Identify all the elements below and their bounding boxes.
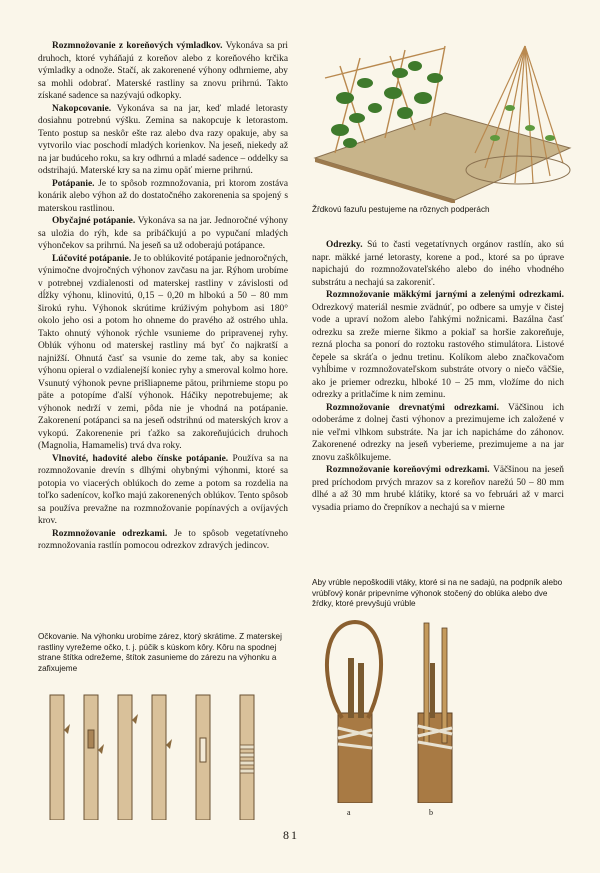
budding-illustration <box>40 690 288 820</box>
figure-label-a: a <box>347 808 351 817</box>
scion-protection-illustration <box>318 618 478 803</box>
paragraph: Rozmnožovanie drevnatými odrezkami. Väčšinou ich odoberáme z dolnej časti výhonov a prezimujeme ich založené v nie veľmi vlhkom substráte. Na jar ich napicháme do záhonov. Zakorenené odrezky na jeseň vyberieme, prezimujeme a na jar znovu zaškôlkujeme. <box>312 402 564 463</box>
paragraph: Odrezky. Sú to časti vegetatívnych orgánov rastlín, ako sú napr. mäkké jarné letorasty, korene a pod., ktoré sa po úprave napichajú do rozmnožovateľského alebo do iného vhodného substrátu a nechajú sa zakoreniť. <box>312 240 564 288</box>
paragraph: Lúčovité potápanie. Je to oblúkovité potápanie jednoročných, výnimočne dvojročných výhonov zavčasu na jar. Rýhom urobíme v potrebnej vzdialenosti od materskej rastliny v závislosti od dĺžky výhonu, klinovitú, 0,15 – 0,20 m hlbokú a 50 – 80 mm širokú ryhu. Výhonok skrútime krúživým pohybom asi 180° okolo jeho osi a potom ho ohneme do pravého až ostrého uhla. Takto ohnutý výhonok rýchle vsunieme do pripravenej ryhy. Oblúk výhonu od materskej rastliny má byť čo najkratší a najnižší. Ohnutá časť sa vsunie do zeme tak, aby sa koniec výhonu opieral o vzdialenejší koniec ryhy a smeroval kolmo hore. Vsunutý výhonok pevne prišliapneme pätou, prihrnieme stopu po päte a potopíme ďalší výhonok. Háčiky nepotrebujeme; ak výhonok nedrží v zemi, pôda nie je vhodná na potápanie. Zakorenení potápanci sa na jeseň odstrihnú od materských krov a vykopú. Zakorenenie pri ťažko sa zakoreňujúcich druhoch (Magnolia, Hamamelis) trvá dva roky. <box>38 253 288 451</box>
paragraph: Rozmnožovanie z koreňových výmladkov. Vykonáva sa pri druhoch, ktoré vyháňajú z koreňov alebo z koreňového krčika výmladky a odnože. Stačí, ak zakorenené výhony odhrnieme, aby sa mohli odobrať. Materské rastliny sa znovu prihrnú. Takto získané sadence sa nazývajú odkopky. <box>38 41 288 101</box>
caption-scion-protection: Aby vrúble nepoškodili vtáky, ktoré si na ne sadajú, na podpník alebo vrúbľový konár pripevníme výhonok stočený do oblúka alebo dve žŕdky, ktoré prevyšujú vrúble <box>312 578 563 609</box>
caption-bean-supports: Žŕdkovú fazuľu pestujeme na rôznych podperách <box>312 205 490 214</box>
caption-budding: Očkovanie. Na výhonku urobíme zárez, ktorý skrátime. Z materskej rastliny vyrežeme očko, t. j. púčik s kúskom kôry. Kôru na spodnej strane štítka odrežeme, štítok zasunieme do zárezu na výhonku a zafixujeme <box>38 632 282 673</box>
paragraph: Obyčajné potápanie. Vykonáva sa na jar. Jednoročné výhony sa uložia do rýh, kde sa pribáčkujú a po vypučaní mladých výhončekov sa prihrnú. Na jeseň sa už odoberajú potápance. <box>38 216 288 251</box>
page-number: 81 <box>283 828 299 842</box>
paragraph: Rozmnožovanie mäkkými jarnými a zelenými odrezkami. Odrezkový materiál nesmie zvädnúť, po odbere sa umyje v čistej vode a upraví nožom alebo ľahkými nožnicami. Bazálna časť odrezku sa zreže mierne šikmo a pokiaľ sa horšie zakoreňuje, rezná plocha sa ponorí do roztoku rastového stimulátora. Listové čepele sa skráťa o jednu tretinu. Kolíkom alebo značkovačom vyhĺbime v rozmnožovateľskom substráte otvory o niečo väčšie, ako je priemer odrezku, hlboké 10 – 25 mm, vložíme do nich odrezky a pritlačíme k nim zeminu. <box>312 290 564 400</box>
right-column <box>312 239 564 514</box>
paragraph: Potápanie. Je to spôsob rozmnožovania, pri ktorom zostáva konárik alebo výhon až do dostatočného zakorenenia sa spojený s materskou rastlinou. <box>38 178 288 214</box>
paragraph: Rozmnožovanie odrezkami. Je to spôsob vegetatívneho rozmnožovania rastlín pomocou odrezkov zdravých jedincov. <box>38 528 288 551</box>
paragraph: Vlnovité, hadovité alebo čínske potápanie. Používa sa na rozmnožovanie drevín s dlhými ohybnými výhonmi, ktoré sa potopia vo viacerých oblúkoch do zeme a potom sa rozdelia na toľko sadenícov, koľko majú zakorenených oblúkov. Tento spôsob sa používa prevažne na rozmnožovanie popínavých a ovíjavých krov. <box>38 453 288 526</box>
left-column <box>38 40 288 553</box>
paragraph: Nakopcovanie. Vykonáva sa na jar, keď mladé letorasty dosiahnu potrebnú výšku. Zemina sa nakopcuje k letorastom. Tento postup sa neskôr ešte raz alebo dva razy opakuje, aby sa vytvorilo viac poschodí mladých korienkov. Na jeseň, niekedy až na jar budúceho roku, sa kry odhrnú a mladé sadence – oddelky sa odstrihajú. Materské kry sa na zimu opäť mierne prihrnú. <box>38 103 288 176</box>
paragraph: Rozmnožovanie koreňovými odrezkami. Väčšinou na jeseň pred príchodom prvých mrazov sa z koreňov narežú 50 – 80 mm dlhé a až 30 mm hrubé klátiky, ktoré sa vo februári až v marci vysadia priamo do črepníkov a nechajú sa v mierne <box>312 465 564 513</box>
figure-label-b: b <box>429 808 433 817</box>
bean-supports-illustration <box>305 38 577 203</box>
